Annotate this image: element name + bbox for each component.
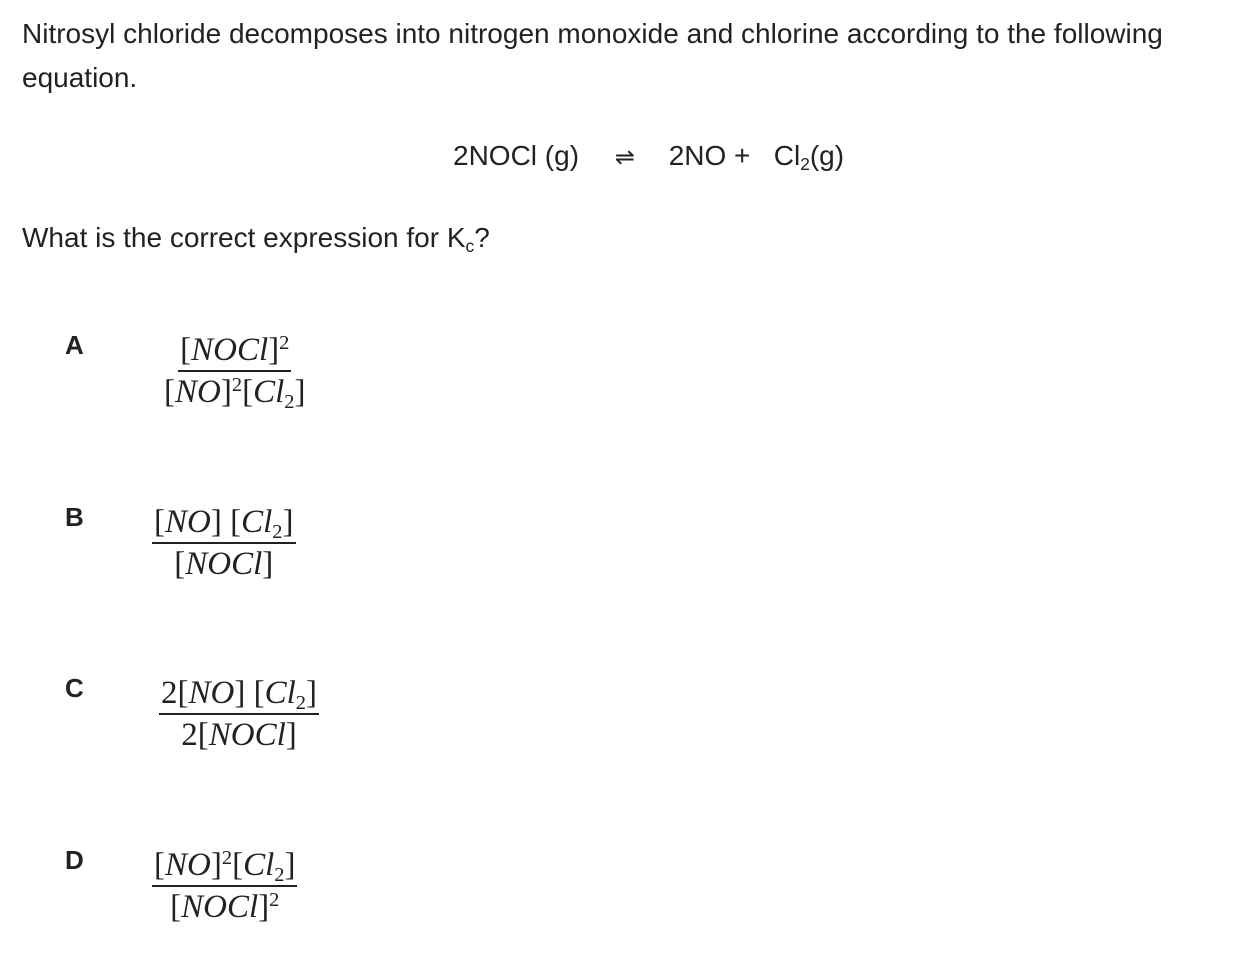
fraction-b xyxy=(152,502,296,584)
option-letter: D xyxy=(65,845,84,875)
denominator: [NOCl] xyxy=(174,546,274,582)
numerator: $[NO]^2[Cl_2]$ xyxy=(154,846,296,887)
fraction-d xyxy=(152,845,297,927)
equation-product-no: 2NO + xyxy=(668,140,751,171)
answer-option-c[interactable] xyxy=(0,673,600,793)
question-prompt: What is the correct expression for $K_c$? xyxy=(22,222,490,257)
option-letter: C xyxy=(65,673,84,703)
question-intro: Nitrosyl chloride decomposes into nitrogen monoxide and chlorine according to the following equation. xyxy=(22,18,1163,93)
numerator: [NOCl]$^2$ xyxy=(178,330,291,372)
option-letter: B xyxy=(65,502,84,532)
numerator: [NO] $[Cl_2]$ xyxy=(154,504,294,544)
chemical-equation xyxy=(453,140,845,175)
denominator: $[NO]^2[Cl_2]$ xyxy=(164,373,306,414)
denominator: 2[NOCl] xyxy=(181,717,297,753)
equilibrium-arrow-icon: ⇌ xyxy=(614,144,635,171)
denominator: [NOCl]$^2$ xyxy=(170,888,280,925)
answer-option-d[interactable] xyxy=(0,845,600,965)
fraction-c xyxy=(159,673,319,755)
option-letter: A xyxy=(65,330,84,360)
answer-option-a[interactable] xyxy=(0,330,600,450)
equation-product-cl2: $Cl_2(g)$ xyxy=(773,140,845,175)
equation-reactant: 2NOCl (g) xyxy=(453,140,580,171)
numerator: 2[NO] $[Cl_2]$ xyxy=(161,675,317,715)
answer-option-b[interactable] xyxy=(0,502,600,622)
fraction-a xyxy=(162,330,307,412)
